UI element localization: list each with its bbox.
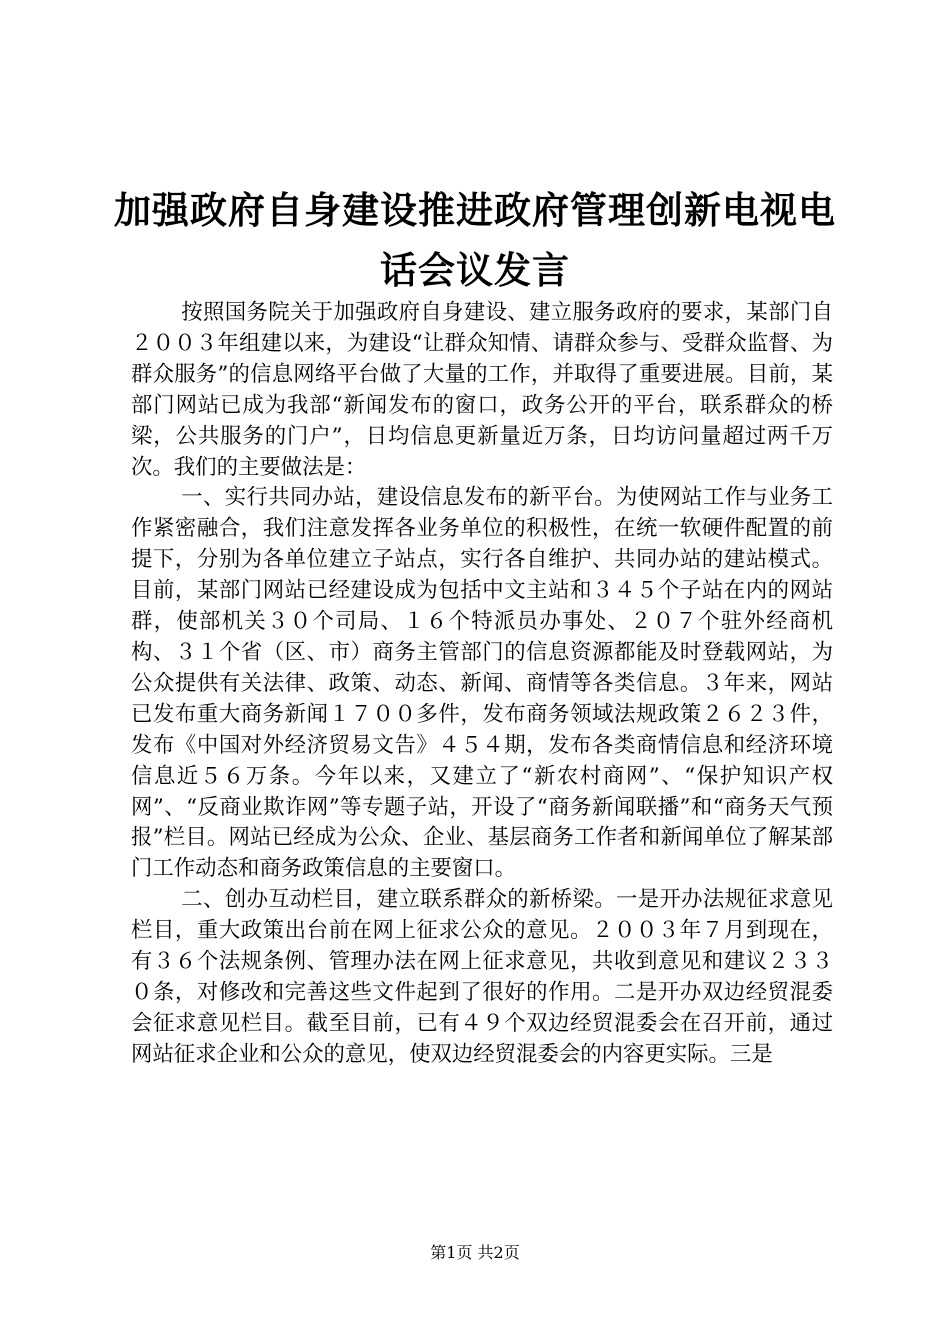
document-body — [131, 298, 833, 1071]
paragraph-section-one: 一、实行共同办站，建设信息发布的新平台。为使网站工作与业务工作紧密融合，我们注意发挥各业务单位的积极性，在统一软硬件配置的前提下，分别为各单位建立子站点，实行各自维护、共同办站的建站模式。目前，某部门网站已经建设成为包括中文主站和３４５个子站在内的网站群，使部机关３０个司局、１６个特派员办事处、２０７个驻外经商机构、３１个省（区、市）商务主管部门的信息资源都能及时登载网站，为公众提供有关法律、政策、动态、新闻、商情等各类信息。３年来，网站已发布重大商务新闻１７００多件，发布商务领域法规政策２６２３件，发布《中国对外经济贸易文告》４５４期，发布各类商情信息和经济环境信息近５６万条。今年以来，又建立了“新农村商网”、“保护知识产权网”、“反商业欺诈网”等专题子站，开设了“商务新闻联播”和“商务天气预报”栏目。网站已经成为公众、企业、基层商务工作者和新闻单位了解某部门工作动态和商务政策信息的主要窗口。 — [131, 485, 833, 882]
paragraph-section-two: 二、创办互动栏目，建立联系群众的新桥梁。一是开办法规征求意见栏目，重大政策出台前在网上征求公众的意见。２００３年７月到现在，有３６个法规条例、管理办法在网上征求意见，共收到意见和建议２３３０条，对修改和完善这些文件起到了很好的作用。二是开办双边经贸混委会征求意见栏目。截至目前，已有４９个双边经贸混委会在召开前，通过网站征求企业和公众的意见，使双边经贸混委会的内容更实际。三是 — [131, 887, 833, 1067]
page-number-footer: 第1页 共2页 — [430, 1243, 520, 1262]
paragraph-intro: 按照国务院关于加强政府自身建设、建立服务政府的要求，某部门自２００３年组建以来，为建设“让群众知情、请群众参与、受群众监督、为群众服务”的信息网络平台做了大量的工作，并取得了重要进展。目前，某部门网站已成为我部“新闻发布的窗口，政务公开的平台，联系群众的桥梁，公共服务的门户”，日均信息更新量近万条，日均访问量超过两千万次。我们的主要做法是： — [131, 300, 833, 480]
document-title: 加强政府自身建设推进政府管理创新电视电话会议发言 — [114, 188, 836, 292]
